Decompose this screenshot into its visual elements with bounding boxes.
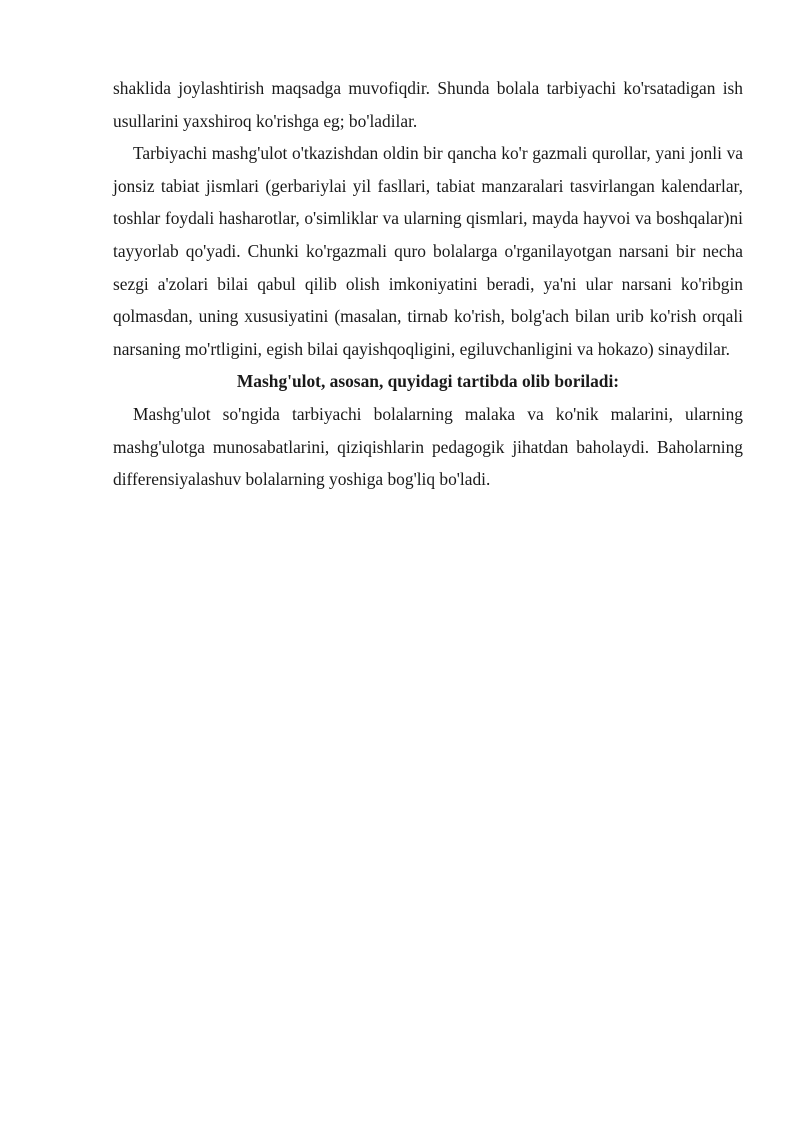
document-page (113, 72, 743, 496)
paragraph-visual-aids: Tarbiyachi mashg'ulot o'tkazishdan oldin bir qancha ko'r gazmali qurollar, yani jonli va jonsiz tabiat jismlari (gerbariylai yil fasllari, tabiat manzaralari tasvirlangan kalendarlar, toshlar foydali hasharotlar, o'simliklar va ularning qismlari, mayda hayvoi va boshqalar)ni tayyorlab qo'yadi. Chunki ko'rgazmali quro bolalarga o'rganilayotgan narsani bir necha sezgi a'zolari bilai qabul qilib olish imkoniyatini beradi, ya'ni ular narsani ko'ribgin qolmasdan, uning xususiyatini (masalan, tirnab ko'rish, bolg'ach bilan urib ko'rish orqali narsaning mo'rtligini, egish bilai qayishqoqligini, egiluvchanligini va hokazo) sinaydilar. (113, 143, 743, 359)
paragraph-continuation: shaklida joylashtirish maqsadga muvofiqdir. Shunda bolala tarbiyachi ko'rsatadigan ish usullarini yaxshiroq ko'rishga eg; bo'ladilar. (113, 78, 743, 131)
section-heading: Mashg'ulot, asosan, quyidagi tartibda olib boriladi: (236, 371, 620, 392)
paragraph-closing: Mashg'ulot so'ngida tarbiyachi bolalarning malaka va ko'nik malarini, ularning mashg'ulotga munosabatlarini, qiziqishlarin pedagogik jihatdan baholaydi. Baholarning differensiyalashuv bolalarning yoshiga bog'liq bo'ladi. (113, 403, 743, 490)
